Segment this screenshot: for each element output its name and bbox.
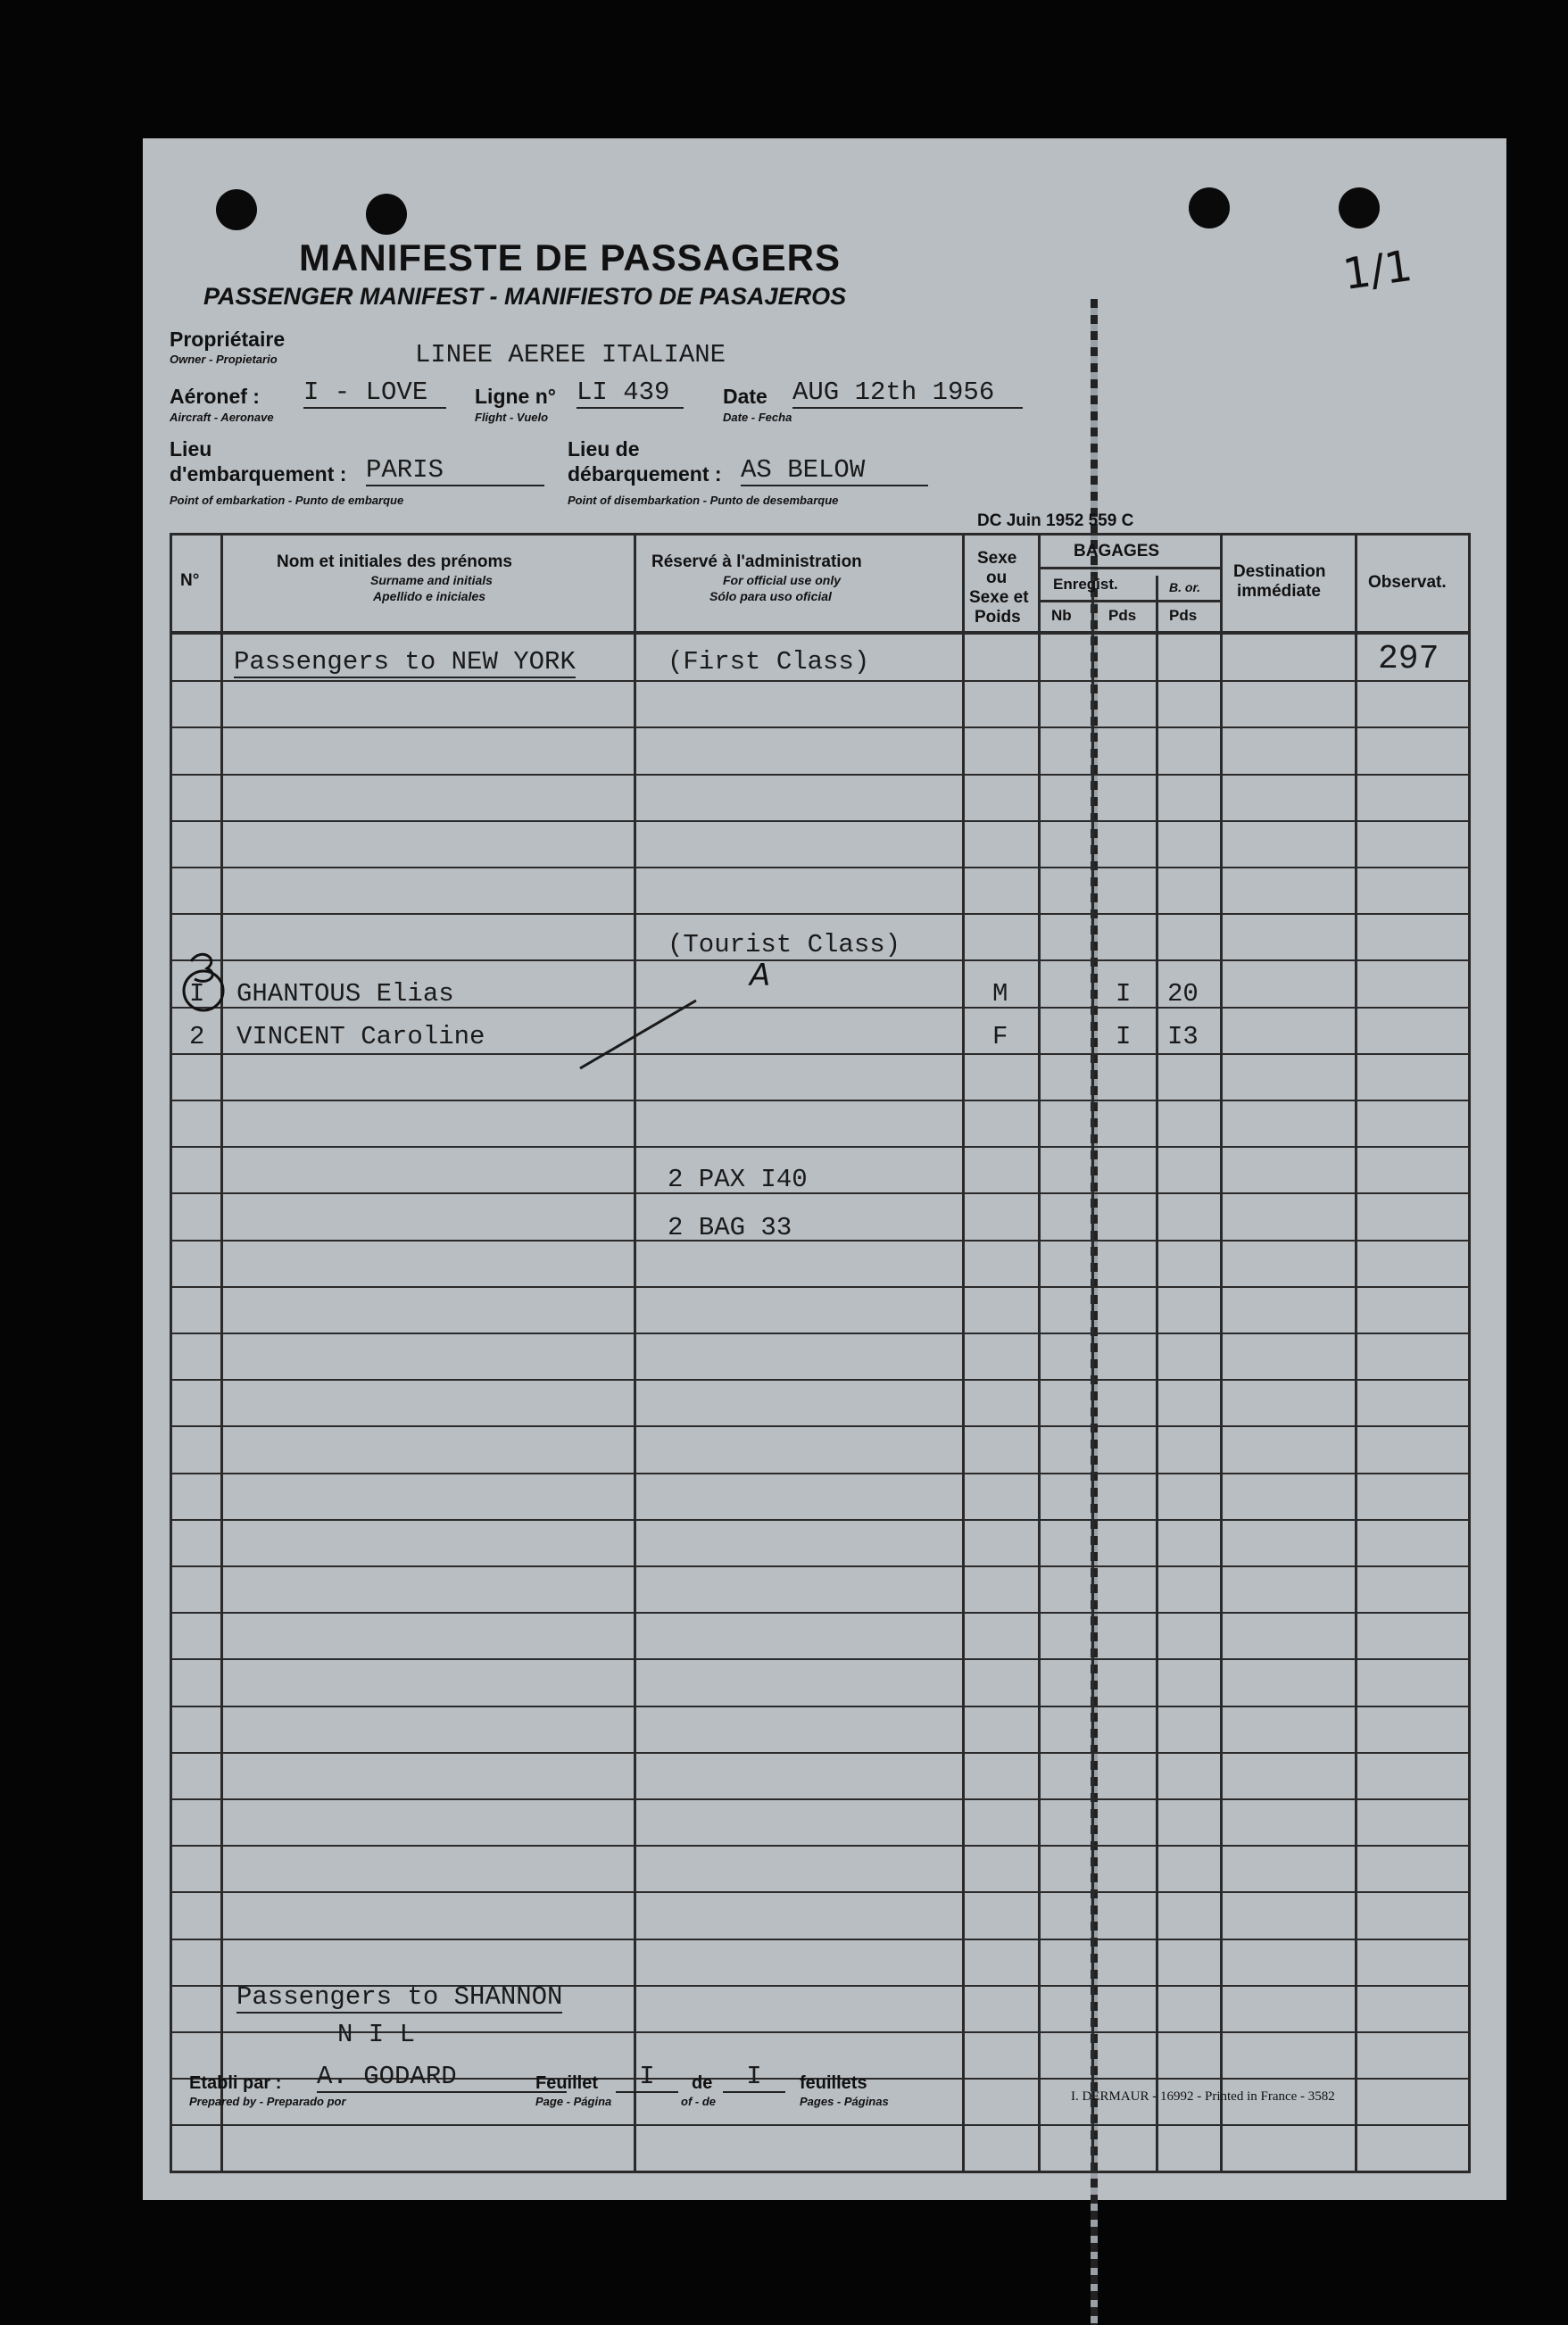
col-header-destination-1: Destination bbox=[1233, 562, 1326, 581]
col-header-observations: Observat. bbox=[1368, 573, 1447, 592]
col-header-destination-2: immédiate bbox=[1237, 582, 1321, 601]
table-row-rule bbox=[170, 1519, 1471, 1521]
date-label: Date bbox=[723, 385, 767, 408]
passenger-1-name: GHANTOUS Elias bbox=[236, 979, 454, 1009]
form-code: DC Juin 1952 559 C bbox=[977, 511, 1134, 530]
table-bottom-rule bbox=[170, 2171, 1471, 2173]
printer-credit: I. DERMAUR - 16992 - Printed in France - 3582 bbox=[1071, 2089, 1335, 2104]
disembark-label-1: Lieu de bbox=[568, 437, 640, 461]
embark-sublabel: Point of embarkation - Punto de embarque bbox=[170, 494, 404, 507]
table-row-rule bbox=[170, 1240, 1471, 1241]
totals-bag: 2 BAG 33 bbox=[668, 1213, 792, 1242]
passenger-1-no: I bbox=[189, 979, 205, 1009]
col-header-sex-4: Poids bbox=[975, 608, 1021, 627]
admin-stroke bbox=[571, 995, 705, 1075]
table-row-rule bbox=[170, 1706, 1471, 1707]
table-row-rule bbox=[170, 1565, 1471, 1567]
page-title: MANIFESTE DE PASSAGERS bbox=[299, 237, 841, 278]
table-row-rule bbox=[170, 1845, 1471, 1847]
flight-sublabel: Flight - Vuelo bbox=[475, 411, 549, 424]
table-row-rule bbox=[170, 774, 1471, 776]
disembark-sublabel: Point of disembarkation - Punto de desembarque bbox=[568, 494, 839, 507]
table-row-rule bbox=[170, 867, 1471, 868]
col-header-baggage: BAGAGES bbox=[1074, 542, 1160, 560]
totals-pax: 2 PAX I40 bbox=[668, 1165, 808, 1194]
passenger-1-sex: M bbox=[992, 979, 1008, 1009]
tourist-class-label: (Tourist Class) bbox=[668, 930, 901, 959]
table-row-rule bbox=[170, 1658, 1471, 1660]
table-row-rule bbox=[170, 913, 1471, 915]
disembark-label-2: débarquement : bbox=[568, 462, 722, 486]
table-row-rule bbox=[170, 1473, 1471, 1474]
table-row-rule bbox=[170, 1100, 1471, 1101]
col-header-name-es: Apellido e iniciales bbox=[373, 589, 486, 603]
flight-value: LI 439 bbox=[577, 378, 684, 409]
aircraft-label: Aéronef : bbox=[170, 385, 260, 408]
passenger-2-sex: F bbox=[992, 1022, 1008, 1051]
table-row-rule bbox=[170, 2124, 1471, 2126]
sheet-total: I bbox=[723, 2062, 785, 2093]
prepared-by-sublabel: Prepared by - Preparado por bbox=[189, 2095, 346, 2108]
flight-label: Ligne n° bbox=[475, 385, 556, 408]
table-row-rule bbox=[170, 1286, 1471, 1288]
table-row-rule bbox=[170, 1146, 1471, 1148]
sheet-sublabel: Page - Página bbox=[535, 2095, 612, 2108]
col-header-registered: Enregist. bbox=[1053, 576, 1118, 593]
table-row-rule bbox=[170, 1379, 1471, 1381]
observation-number: 297 bbox=[1378, 640, 1439, 678]
passenger-2-nb: I bbox=[1116, 1022, 1132, 1051]
prepared-by-value: A. GODARD bbox=[317, 2062, 567, 2093]
embark-label-2: d'embarquement : bbox=[170, 462, 347, 486]
passenger-2-name: VINCENT Caroline bbox=[236, 1022, 485, 1051]
passenger-2-pds: I3 bbox=[1167, 1022, 1199, 1051]
col-header-sex-3: Sexe et bbox=[969, 588, 1029, 607]
owner-sublabel: Owner - Propietario bbox=[170, 353, 278, 366]
shannon-heading: Passengers to SHANNON bbox=[236, 1982, 563, 2012]
punch-hole bbox=[1339, 187, 1380, 228]
sheet-number: I bbox=[616, 2062, 678, 2093]
col-header-name: Nom et initiales des prénoms bbox=[277, 552, 512, 571]
corner-page-mark: 1/1 bbox=[1340, 240, 1415, 301]
sheet-of-label: de bbox=[692, 2073, 713, 2093]
punch-hole bbox=[366, 194, 407, 235]
table-row-rule bbox=[170, 1752, 1471, 1754]
first-class-label: (First Class) bbox=[668, 647, 870, 677]
col-header-sex-2: ou bbox=[986, 569, 1008, 587]
aircraft-sublabel: Aircraft - Aeronave bbox=[170, 411, 274, 424]
pages-sublabel: Pages - Páginas bbox=[800, 2095, 889, 2108]
aircraft-value: I - LOVE bbox=[303, 378, 446, 409]
prepared-by-label: Etabli par : bbox=[189, 2073, 282, 2093]
table-row-rule bbox=[170, 1798, 1471, 1800]
table-row-rule bbox=[170, 1939, 1471, 1940]
table-row-rule bbox=[170, 959, 1471, 961]
col-header-pds: Pds bbox=[1108, 607, 1137, 624]
table-row-rule bbox=[170, 1425, 1471, 1427]
date-value: AUG 12th 1956 bbox=[792, 378, 1023, 409]
disembark-value: AS BELOW bbox=[741, 455, 928, 486]
sheets-label: feuillets bbox=[800, 2073, 867, 2093]
manifest-sheet bbox=[143, 138, 1506, 2200]
date-sublabel: Date - Fecha bbox=[723, 411, 792, 424]
shannon-value: N I L bbox=[337, 2020, 416, 2049]
col-header-name-en: Surname and initials bbox=[370, 573, 493, 587]
sheet-label: Feuillet bbox=[535, 2073, 599, 2093]
owner-label: Propriétaire bbox=[170, 328, 286, 351]
first-class-heading: Passengers to NEW YORK bbox=[234, 647, 576, 677]
col-header-no: N° bbox=[180, 571, 200, 590]
col-header-hand-pds: Pds bbox=[1169, 607, 1198, 624]
passenger-2-no: 2 bbox=[189, 1022, 205, 1051]
table-row-rule bbox=[170, 727, 1471, 728]
table-row-rule bbox=[170, 1053, 1471, 1055]
embark-label-1: Lieu bbox=[170, 437, 212, 461]
table-row-rule bbox=[170, 1891, 1471, 1893]
passenger-1-pds: 20 bbox=[1167, 979, 1199, 1009]
punch-hole bbox=[1189, 187, 1230, 228]
table-row-rule bbox=[170, 1333, 1471, 1334]
punch-hole bbox=[216, 189, 257, 230]
col-header-hand-baggage: B. or. bbox=[1169, 580, 1201, 594]
table-row-rule bbox=[170, 1192, 1471, 1194]
of-sublabel: of - de bbox=[681, 2095, 716, 2108]
embark-value: PARIS bbox=[366, 455, 544, 486]
col-header-nb: Nb bbox=[1051, 607, 1072, 624]
page-subtitle: PASSENGER MANIFEST - MANIFIESTO DE PASAJEROS bbox=[203, 283, 847, 310]
col-header-admin-es: Sólo para uso oficial bbox=[709, 589, 832, 603]
passenger-1-nb: I bbox=[1116, 979, 1132, 1009]
table-row-rule bbox=[170, 1612, 1471, 1614]
col-header-sex-1: Sexe bbox=[977, 549, 1017, 568]
col-header-admin-en: For official use only bbox=[723, 573, 841, 587]
owner-value: LINEE AEREE ITALIANE bbox=[415, 340, 726, 370]
col-header-admin: Réservé à l'administration bbox=[651, 552, 862, 571]
table-row-rule bbox=[170, 680, 1471, 682]
table-row-rule bbox=[170, 820, 1471, 822]
tourist-mark: A bbox=[750, 958, 771, 993]
